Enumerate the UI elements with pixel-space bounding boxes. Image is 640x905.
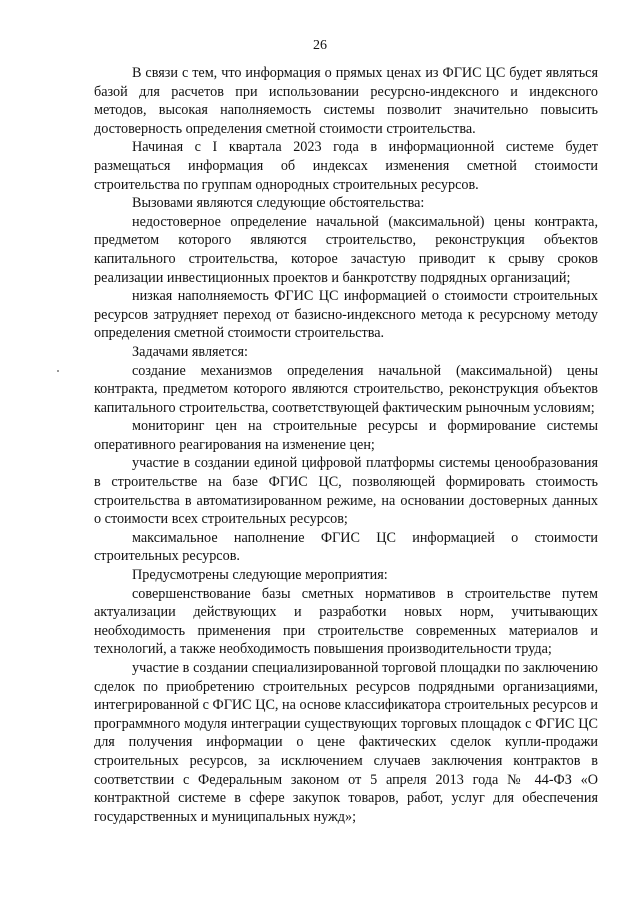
paragraph: Задачами является: [132,343,248,360]
scan-speck [57,370,59,372]
paragraph: Вызовами являются следующие обстоятельства: [132,195,425,212]
paragraph: участие в создании специализированной торговой площадки по заключению сделок по приобретению строительных ресурсов подрядными организациями, интегрированной с ФГИС ЦС, на основе классификатора строительных ресурсов и программного модуля интеграции существующих торговых площадок с ФГИС ЦС для получения информации о цене фактических сделок купли-продажи строительных ресурсов, за исключением случаев заключения контрактов в соответствии с Федеральным законом от 5 апреля 2013 года № 44-ФЗ «О контрактной системе в сфере закупок товаров, работ, услуг для обеспечения государственных и муниципальных нужд»; [94,660,598,825]
paragraph: В связи с тем, что информация о прямых ценах из ФГИС ЦС будет являться базой для расчетов при использовании ресурсно-индексного и индексного методов, высокая наполняемость системы позволит значительно повысить достоверность определения сметной стоимости строительства. [94,65,598,137]
paragraph: создание механизмов определения начальной (максимальной) цены контракта, предметом которого являются строительство, реконструкция объектов капитального строительства, соответствующей фактическим рыночным условиям; [94,362,598,416]
paragraph: участие в создании единой цифровой платформы системы ценообразования в строительстве на базе ФГИС ЦС, позволяющей формировать стоимость строительства в автоматизированном режиме, на основании достоверных данных о стоимости всех строительных ресурсов; [94,455,598,528]
document-body [94,64,598,826]
paragraph: недостоверное определение начальной (максимальной) цены контракта, предметом которого являются строительство, реконструкция объектов капитального строительства, которое зачастую приводит к срыву сроков реализации инвестиционных проектов и банкротству подрядных организаций; [94,213,598,286]
paragraph: мониторинг цен на строительные ресурсы и формирование системы оперативного реагирования на изменение цен; [94,418,598,453]
paragraph: максимальное наполнение ФГИС ЦС информацией о стоимости строительных ресурсов. [94,529,598,565]
page-number: 26 [313,38,327,53]
paragraph: Начиная с I квартала 2023 года в информационной системе будет размещаться информация об индексах изменения сметной стоимости строительства по группам однородных строительных ресурсов. [94,139,598,193]
paragraph: Предусмотрены следующие мероприятия: [132,567,388,584]
paragraph: низкая наполняемость ФГИС ЦС информацией о стоимости строительных ресурсов затрудняет переход от базисно-индексного метода к ресурсному методу определения сметной стоимости строительства. [94,288,598,342]
paragraph: совершенствование базы сметных нормативов в строительстве путем актуализации действующих и разработки новых норм, учитывающих необходимость применения при строительстве современных материалов и технологий, а также необходимость повышения производительности труда; [94,585,598,658]
